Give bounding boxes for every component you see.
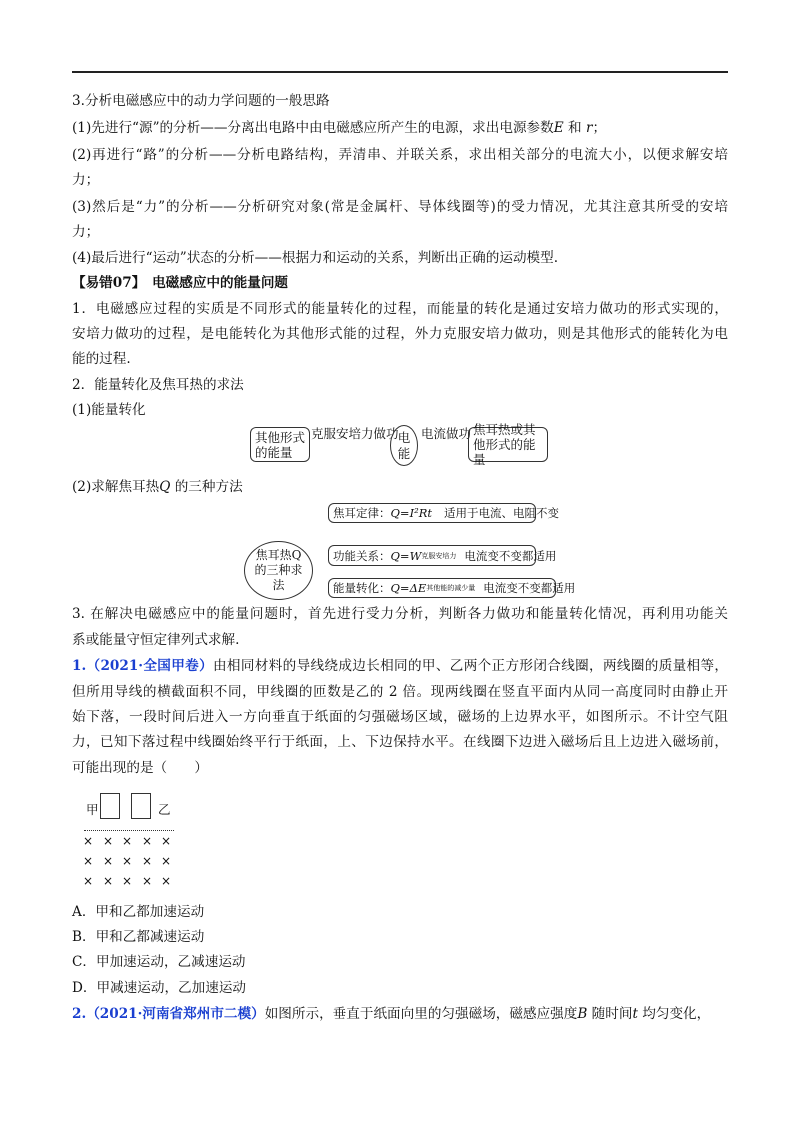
m1-formula: Q=I²Rt bbox=[390, 506, 432, 520]
var-E: E bbox=[553, 120, 564, 136]
field-mark-icon: × bbox=[103, 874, 114, 888]
q1-option-a[interactable]: A．甲和乙都加速运动 bbox=[72, 904, 205, 920]
q1-line: 始下落，一段时间后进入一方向垂直于纸面的匀强磁场区域，磁场的上边界水平，如图所示。不计空气阻 bbox=[72, 709, 728, 725]
var-Q: Q bbox=[159, 479, 171, 495]
q2-source: 2.（2021·河南省郑州市二模） bbox=[72, 1006, 265, 1022]
var-r: r bbox=[585, 120, 593, 136]
m2-note: 电流变不变都适用 bbox=[464, 548, 557, 563]
methods-center: 焦耳热Q的三种求法 bbox=[244, 541, 313, 600]
error07-p1-line: 1．电磁感应过程的实质是不同形式的能量转化的过程，而能量的转化是通过安培力做功的形式实现的， bbox=[72, 301, 728, 317]
field-mark-icon: × bbox=[161, 874, 172, 888]
var-B: B bbox=[577, 1006, 588, 1022]
flow-arrow2-label: 电流做功 bbox=[421, 426, 472, 441]
field-mark-icon: × bbox=[122, 874, 133, 888]
field-boundary bbox=[84, 830, 174, 831]
step1-end: ； bbox=[592, 120, 607, 136]
error07-p1-line: 安培力做功的过程，是电能转化为其他形式能的过程，外力克服安培力做功，则是其他形式的能转化为电 bbox=[72, 326, 728, 342]
m3-sub: 其他能的减少量 bbox=[426, 584, 476, 592]
coil-jia bbox=[100, 793, 120, 819]
m2-label: 功能关系： bbox=[333, 548, 391, 563]
coil-label-jia: 甲 bbox=[86, 802, 99, 817]
var-t: t bbox=[632, 1006, 638, 1022]
q1-option-b[interactable]: B．甲和乙都减速运动 bbox=[72, 929, 205, 945]
m1-note: 适用于电流、电阻不变 bbox=[444, 506, 559, 520]
p2-2-text: (2)求解焦耳热 bbox=[72, 479, 160, 495]
section3-step3b: 力； bbox=[72, 224, 100, 240]
field-mark-icon: × bbox=[161, 834, 172, 848]
error07-p3-line: 3. 在解决电磁感应中的能量问题时，首先进行受力分析，判断各力做功和能量转化情况，再利用功能关 bbox=[72, 606, 728, 622]
m3-formula: Q=ΔE bbox=[390, 581, 427, 595]
step1-text: (1)先进行“源”的分析——分离出电路中由电磁感应所产生的电源，求出电源参数 bbox=[72, 120, 554, 136]
q1-text: 由相同材料的导线绕成边长相同的甲、乙两个正方形闭合线圈，两线圈的质量相等， bbox=[213, 658, 728, 674]
flow-box-joule-heat: 焦耳热或其他形式的能量 bbox=[468, 427, 548, 462]
field-mark-icon: × bbox=[142, 854, 153, 868]
q1-line: 可能出现的是（ ） bbox=[72, 760, 208, 776]
flow-box-other-energy: 其他形式的能量 bbox=[250, 427, 310, 462]
section3-title: 3.分析电磁感应中的动力学问题的一般思路 bbox=[72, 93, 330, 109]
q1-source: 1.（2021·全国甲卷） bbox=[72, 658, 213, 674]
q2-text: 如图所示，垂直于纸面向里的匀强磁场，磁感应强度 bbox=[264, 1006, 578, 1022]
field-mark-icon: × bbox=[122, 834, 133, 848]
flow-arrow1-label: 克服安培力做功 bbox=[311, 426, 399, 441]
method-energy-conversion bbox=[328, 578, 576, 598]
field-mark-icon: × bbox=[142, 834, 153, 848]
error07-heading: 【易错07】 电磁感应中的能量问题 bbox=[72, 275, 289, 291]
m1-label: 焦耳定律： bbox=[333, 506, 391, 520]
q1-option-c[interactable]: C．甲加速运动，乙减速运动 bbox=[72, 954, 246, 970]
error07-p3-line: 系或能量守恒定律列式求解. bbox=[72, 632, 240, 648]
field-mark-icon: × bbox=[103, 854, 114, 868]
field-mark-icon: × bbox=[142, 874, 153, 888]
method-joule-law bbox=[328, 503, 559, 523]
field-mark-icon: × bbox=[83, 874, 94, 888]
q1-line bbox=[72, 656, 728, 676]
error07-p2-1: (1)能量转化 bbox=[72, 402, 146, 418]
field-mark-icon: × bbox=[83, 854, 94, 868]
method-work-energy bbox=[328, 545, 557, 566]
q2-text: 随时间 bbox=[587, 1006, 633, 1022]
field-mark-icon: × bbox=[161, 854, 172, 868]
error07-p2: 2．能量转化及焦耳热的求法 bbox=[72, 377, 244, 393]
q1-option-d[interactable]: D．甲减速运动，乙加速运动 bbox=[72, 980, 247, 996]
coil-label-yi: 乙 bbox=[158, 802, 171, 817]
m3-label: 能量转化： bbox=[333, 581, 391, 595]
step1-and: 和 bbox=[563, 120, 586, 136]
section3-step3a: (3)然后是“力”的分析——分析研究对象(常是金属杆、导体线圈等)的受力情况，尤其注意其所受的安培 bbox=[72, 199, 728, 215]
field-mark-icon: × bbox=[103, 834, 114, 848]
section3-step2b: 力； bbox=[72, 172, 100, 188]
q1-line: 但所用导线的横截面积不同，甲线圈的匝数是乙的 2 倍。现两线圈在竖直平面内从同一高度同时由静止开 bbox=[72, 684, 728, 700]
m2-formula: Q=W bbox=[390, 548, 422, 563]
p2-2-post: 的三种方法 bbox=[170, 479, 243, 495]
error07-p2-2 bbox=[72, 477, 728, 497]
field-mark-icon: × bbox=[83, 834, 94, 848]
section3-step4: (4)最后进行“运动”状态的分析——根据力和运动的关系，判断出正确的运动模型. bbox=[72, 250, 559, 266]
q1-line: 力，已知下落过程中线圈始终平行于纸面，上、下边保持水平。在线圈下边进入磁场后且上边进入磁场前， bbox=[72, 734, 728, 750]
q2-line bbox=[72, 1004, 728, 1024]
error07-p1-line: 能的过程. bbox=[72, 351, 131, 367]
field-mark-icon: × bbox=[122, 854, 133, 868]
q2-text: 均匀变化， bbox=[637, 1006, 711, 1022]
m2-sub: 克服安培力 bbox=[421, 551, 457, 560]
coil-yi bbox=[131, 793, 151, 819]
header-rule bbox=[72, 71, 728, 73]
section3-step2a: (2)再进行“路”的分析——分析电路结构，弄清串、并联关系，求出相关部分的电流大小，以便求解安培 bbox=[72, 147, 728, 163]
section3-step1 bbox=[72, 118, 728, 138]
m3-note: 电流变不变都适用 bbox=[483, 581, 576, 595]
flow-electric-energy: 电能 bbox=[390, 425, 418, 466]
